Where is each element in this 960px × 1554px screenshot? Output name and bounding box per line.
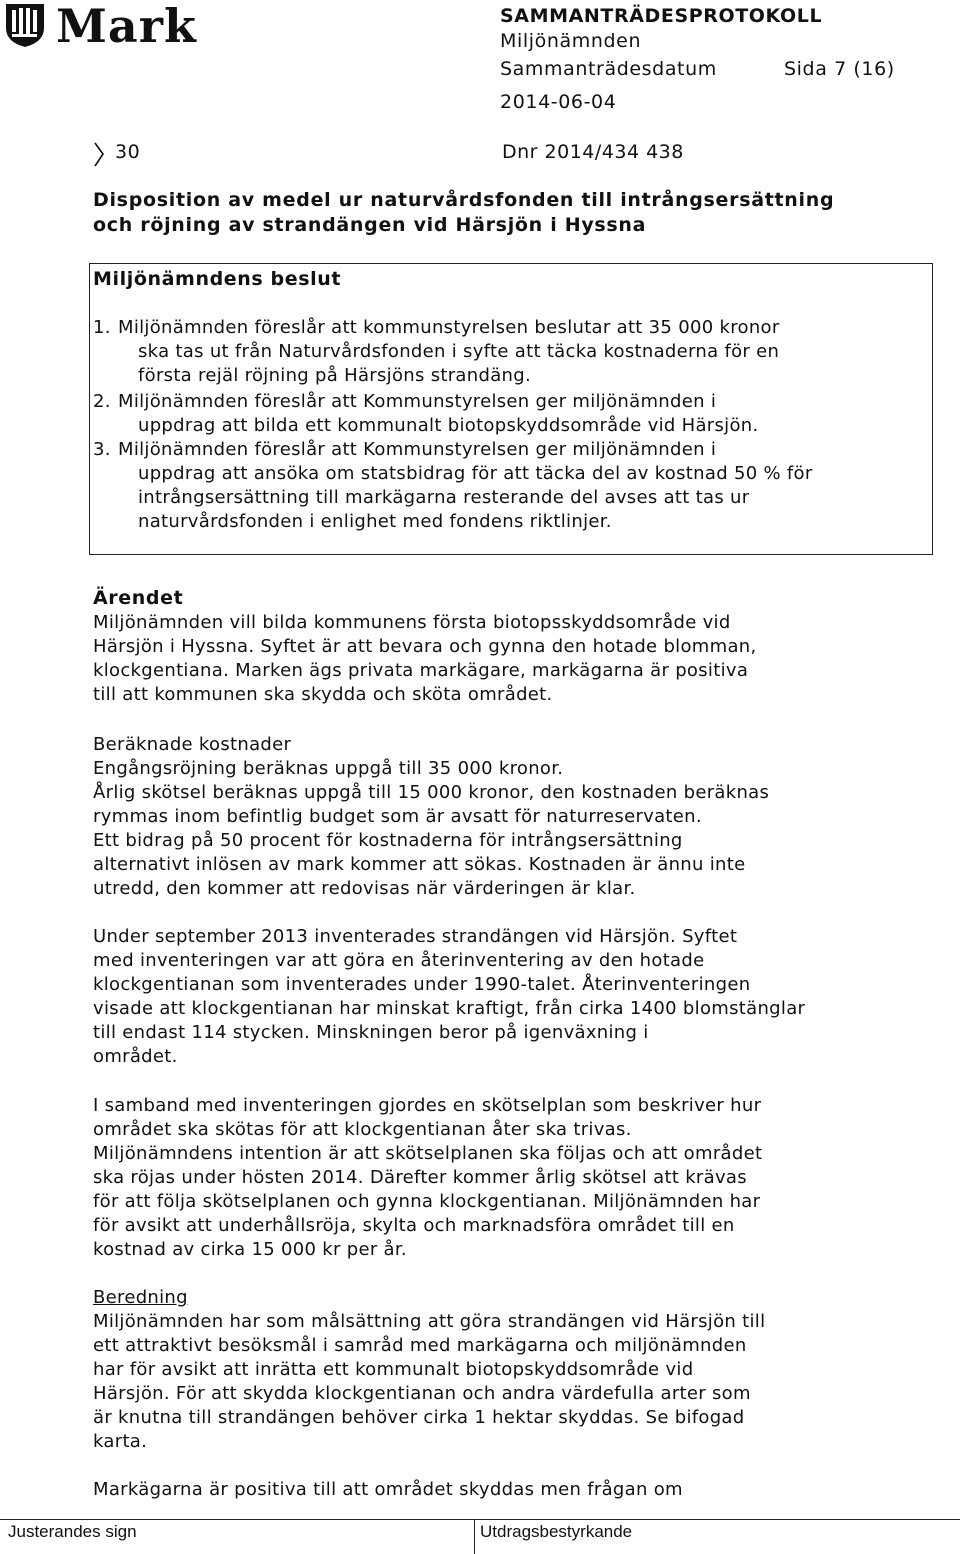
costs-paragraph xyxy=(93,757,893,901)
paragraph-line: ska röjas under hösten 2014. Därefter kommer årlig skötsel att krävas xyxy=(93,1167,747,1188)
preparation-heading: Beredning xyxy=(93,1287,188,1308)
decision-item-line: Miljönämnden föreslår att Kommunstyrelsen ger miljönämnden i xyxy=(118,391,717,412)
decision-item xyxy=(93,316,913,388)
paragraph-line: för att följa skötselplanen och gynna klockgentianan. Miljönämnden har xyxy=(93,1191,761,1212)
footer-extract-label: Utdragsbestyrkande xyxy=(480,1522,633,1541)
meeting-date-label: Sammanträdesdatum xyxy=(500,58,717,80)
decision-item-number: 1. xyxy=(93,317,111,338)
paragraph-line: Härsjön. För att skydda klockgentianan och andra värdefulla arter som xyxy=(93,1383,751,1404)
paragraph-line: Årlig skötsel beräknas uppgå till 15 000 kronor, den kostnaden beräknas xyxy=(93,782,770,803)
paragraph-line: rymmas inom befintlig budget som är avsatt för naturreservaten. xyxy=(93,806,702,827)
paragraph-line: området. xyxy=(93,1046,178,1067)
decision-item-line: intrångsersättning till markägarna resterande del avses att tas ur xyxy=(138,487,750,508)
paragraph-line: visade att klockgentianan har minskat kraftigt, från cirka 1400 blomstänglar xyxy=(93,998,806,1019)
paragraph-line: Under september 2013 inventerades strandängen vid Härsjön. Syftet xyxy=(93,926,738,947)
paragraph-line: Miljönämndens intention är att skötselplanen ska följas och att området xyxy=(93,1143,763,1164)
section-mark-icon xyxy=(93,140,113,168)
paragraph-line: till att kommunen ska skydda och sköta området. xyxy=(93,684,553,705)
paragraph-line: Härsjön i Hyssna. Syftet är att bevara och gynna den hotade blomman, xyxy=(93,636,757,657)
logo xyxy=(0,0,200,53)
decision-item-line: uppdrag att ansöka om statsbidrag för att täcka del av kostnad 50 % för xyxy=(138,463,813,484)
matter-heading: Ärendet xyxy=(93,587,184,609)
committee-name: Miljönämnden xyxy=(500,30,642,52)
paragraph-line: klockgentianan som inventerades under 1990-talet. Återinventeringen xyxy=(93,974,751,995)
paragraph-line: I samband med inventeringen gjordes en skötselplan som beskriver hur xyxy=(93,1095,762,1116)
paragraph-line: har för avsikt att inrätta ett kommunalt biotopskyddsområde vid xyxy=(93,1359,694,1380)
paragraph-line: är knutna till strandängen behöver cirka 1 hektar skyddas. Se bifogad xyxy=(93,1407,745,1428)
paragraph-line: Miljönämnden vill bilda kommunens första biotopsskyddsområde vid xyxy=(93,612,731,633)
paragraph-line: Ett bidrag på 50 procent för kostnaderna för intrångsersättning xyxy=(93,830,683,851)
paragraph-line: ett attraktivt besöksmål i samråd med markägarna och miljönämnden xyxy=(93,1335,747,1356)
section-number: 30 xyxy=(115,141,141,163)
inventory-paragraph xyxy=(93,925,893,1069)
footer-divider xyxy=(0,1519,960,1520)
decision-item-line: Miljönämnden föreslår att Kommunstyrelsen ger miljönämnden i xyxy=(118,439,717,460)
decision-item-line: uppdrag att bilda ett kommunalt biotopskyddsområde vid Härsjön. xyxy=(138,415,759,436)
logo-wordmark: Mark xyxy=(56,0,197,53)
footer-sign-label: Justerandes sign xyxy=(8,1522,137,1541)
footer-column-divider xyxy=(474,1519,475,1554)
paragraph-line: karta. xyxy=(93,1431,148,1452)
decision-heading: Miljönämndens beslut xyxy=(93,268,342,290)
decision-item xyxy=(93,390,913,438)
municipal-crest-icon xyxy=(4,2,46,48)
case-title-line: och röjning av strandängen vid Härsjön i Hyssna xyxy=(93,214,647,236)
paragraph-line: för avsikt att underhållsröja, skylta och marknadsföra området till en xyxy=(93,1215,735,1236)
preparation-paragraph xyxy=(93,1310,893,1454)
page-indicator: Sida 7 (16) xyxy=(784,58,895,80)
paragraph-line: alternativt inlösen av mark kommer att sökas. Kostnaden är ännu inte xyxy=(93,854,746,875)
paragraph-line: med inventeringen var att göra en återinventering av den hotade xyxy=(93,950,705,971)
paragraph-line: området ska skötas för att klockgentianan åter ska trivas. xyxy=(93,1119,632,1140)
decision-item-line: ska tas ut från Naturvårdsfonden i syfte att täcka kostnaderna för en xyxy=(138,341,780,362)
case-title-line: Disposition av medel ur naturvårdsfonden till intrångsersättning xyxy=(93,189,835,211)
landowners-paragraph xyxy=(93,1478,893,1502)
decision-item-line: Miljönämnden föreslår att kommunstyrelsen beslutar att 35 000 kronor xyxy=(118,317,780,338)
decision-item-line: naturvårdsfonden i enlighet med fondens riktlinjer. xyxy=(138,511,612,532)
diary-number: Dnr 2014/434 438 xyxy=(502,141,684,163)
paragraph-line: utredd, den kommer att redovisas när värderingen är klar. xyxy=(93,878,636,899)
decision-item xyxy=(93,438,913,534)
paragraph-line: Engångsröjning beräknas uppgå till 35 000 kronor. xyxy=(93,758,564,779)
decision-item-number: 3. xyxy=(93,439,111,460)
paragraph-line: Miljönämnden har som målsättning att göra strandängen vid Härsjön till xyxy=(93,1311,766,1332)
costs-heading: Beräknade kostnader xyxy=(93,734,292,755)
decision-item-number: 2. xyxy=(93,391,111,412)
management-plan-paragraph xyxy=(93,1094,893,1262)
paragraph-line: kostnad av cirka 15 000 kr per år. xyxy=(93,1239,407,1260)
paragraph-line: Markägarna är positiva till att området skyddas men frågan om xyxy=(93,1479,683,1500)
meeting-date: 2014-06-04 xyxy=(500,91,617,113)
document-type: SAMMANTRÄDESPROTOKOLL xyxy=(500,5,823,27)
matter-paragraph xyxy=(93,611,893,707)
decision-item-line: första rejäl röjning på Härsjöns strandäng. xyxy=(138,365,531,386)
paragraph-line: klockgentiana. Marken ägs privata markägare, markägarna är positiva xyxy=(93,660,749,681)
paragraph-line: till endast 114 stycken. Minskningen beror på igenväxning i xyxy=(93,1022,649,1043)
